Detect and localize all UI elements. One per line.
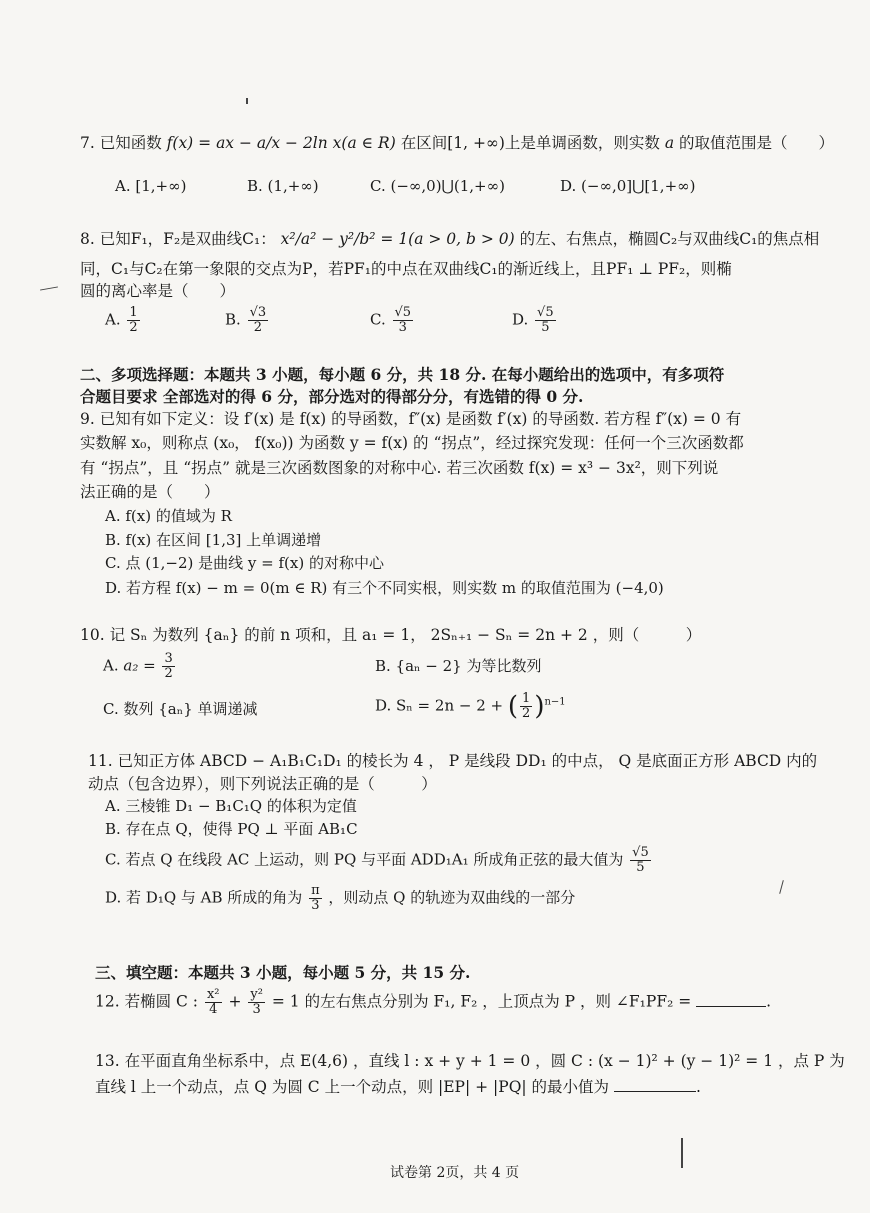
q8-option-d: D. $\frac{√5}{5}$ bbox=[512, 305, 554, 335]
q13-line-2: 直线 l 上一个动点，点 Q 为圆 C 上一个动点，则 |EP| + |PQ| 的最小值为 . bbox=[95, 1078, 701, 1096]
page-footer: 试卷第 2页，共 4 页 bbox=[390, 1165, 520, 1181]
q10-option-c: C. 数列 {aₙ} 单调递减 bbox=[103, 700, 258, 718]
section-2-instructions: 合题目要求 全部选对的得 6 分，部分选对的得部分分，有选错的得 0 分. bbox=[80, 387, 584, 406]
scan-artifact-mark bbox=[40, 286, 58, 290]
q9-option-a: A. f(x) 的值域为 R bbox=[105, 507, 232, 525]
q11-line-1: 11. 已知正方体 ABCD − A₁B₁C₁D₁ 的棱长为 4 ， P 是线段 DD₁ 的中点， Q 是底面正方形 ABCD 内的 bbox=[88, 752, 818, 770]
section-3-heading: 三、填空题：本题共 3 小题，每小题 5 分，共 15 分. bbox=[95, 963, 471, 982]
q13-line-1: 13. 在平面直角坐标系中，点 E(4,6) ，直线 l : x + y + 1 = 0 ，圆 C : (x − 1)² + (y − 1)² = 1 ，点 P 为 bbox=[95, 1052, 845, 1070]
q8-line-1: 8. 已知F₁，F₂是双曲线C₁： x²/a² − y²/b² = 1(a > 0, b > 0) 的左、右焦点，椭圆C₂与双曲线C₁的焦点相 bbox=[80, 230, 820, 248]
q9-option-b: B. f(x) 在区间 [1,3] 上单调递增 bbox=[105, 531, 322, 549]
q7-option-c: C. (−∞,0)⋃(1,+∞) bbox=[370, 177, 505, 195]
q9-line-4: 法正确的是（ ） bbox=[80, 483, 220, 501]
q8-line-2: 同，C₁与C₂在第一象限的交点为P，若PF₁的中点在双曲线C₁的渐近线上，且PF₁ ⊥ PF₂，则椭 bbox=[80, 260, 732, 278]
q7-option-b: B. (1,+∞) bbox=[247, 177, 319, 195]
q11-option-a: A. 三棱锥 D₁ − B₁C₁Q 的体积为定值 bbox=[105, 797, 357, 815]
q9-line-3: 有 “拐点”，且 “拐点” 就是三次函数图象的对称中心. 若三次函数 f(x) = x³ − 3x²，则下列说 bbox=[80, 459, 719, 477]
q8-option-b: B. $\frac{√3}{2}$ bbox=[225, 305, 267, 335]
q10-option-b: B. {aₙ − 2} 为等比数列 bbox=[375, 657, 542, 675]
q8-line-3: 圆的离心率是（ ） bbox=[80, 282, 236, 300]
q9-option-d: D. 若方程 f(x) − m = 0(m ∈ R) 有三个不同实根，则实数 m 的取值范围为 (−4,0) bbox=[105, 579, 664, 597]
q11-option-d: D. 若 D₁Q 与 AB 所成的角为 $\frac{\pi}{3}$ ，则动点 Q 的轨迹为双曲线的一部分 bbox=[105, 883, 576, 913]
q11-line-2: 动点（包含边界），则下列说法正确的是（ ） bbox=[88, 775, 437, 793]
q13-answer-blank[interactable] bbox=[614, 1077, 696, 1092]
q12-stem: 12. 若椭圆 C : $\frac{\text{x²}}{4}$ + $\frac{\text{y²}}{3}$ = 1 的左右焦点分别为 F₁, F₂ ，上顶点为 P ，则 ∠F₁PF₂ = . bbox=[95, 987, 772, 1017]
scan-artifact-line bbox=[681, 1138, 683, 1168]
q11-option-c: C. 若点 Q 在线段 AC 上运动，则 PQ 与平面 ADD₁A₁ 所成角正弦的最大值为 $\frac{√5}{5}$ bbox=[105, 845, 649, 875]
section-2-heading: 二、多项选择题：本题共 3 小题，每小题 6 分，共 18 分. 在每小题给出的选项中，有多项符 bbox=[80, 365, 725, 384]
q9-line-2: 实数解 x₀，则称点 (x₀， f(x₀)) 为函数 y = f(x) 的 “拐点”，经过探究发现：任何一个三次函数都 bbox=[80, 434, 744, 452]
q11-option-b: B. 存在点 Q，使得 PQ ⊥ 平面 AB₁C bbox=[105, 820, 358, 838]
q8-option-c: C. $\frac{√5}{3}$ bbox=[370, 305, 412, 335]
q10-option-d: D. Sₙ = 2n − 2 + ( $\frac{1}{2}$ )$^{n-1}$ bbox=[375, 691, 566, 722]
scan-artifact-dot bbox=[246, 98, 248, 104]
q9-line-1: 9. 已知有如下定义：设 f′(x) 是 f(x) 的导函数，f″(x) 是函数 f′(x) 的导函数. 若方程 f″(x) = 0 有 bbox=[80, 410, 742, 428]
q7-option-a: A. [1,+∞) bbox=[115, 177, 187, 195]
q8-option-a: A. $\frac{1}{2}$ bbox=[105, 305, 138, 335]
q10-option-a: A. a₂ = $\frac{3}{2}$ bbox=[103, 651, 173, 681]
q7-stem: 7. 已知函数 f(x) = ax − a/x − 2ln x(a ∈ R) 在区间[1, +∞)上是单调函数，则实数 a 的取值范围是（ ） bbox=[80, 134, 835, 152]
q10-stem: 10. 记 Sₙ 为数列 {aₙ} 的前 n 项和，且 a₁ = 1， 2Sₙ₊₁ − Sₙ = 2n + 2 ，则（ ） bbox=[80, 626, 702, 644]
q7-option-d: D. (−∞,0]⋃[1,+∞) bbox=[560, 177, 696, 195]
q9-option-c: C. 点 (1,−2) 是曲线 y = f(x) 的对称中心 bbox=[105, 554, 384, 572]
q12-answer-blank[interactable] bbox=[696, 992, 766, 1007]
scan-artifact-mark bbox=[779, 880, 784, 894]
